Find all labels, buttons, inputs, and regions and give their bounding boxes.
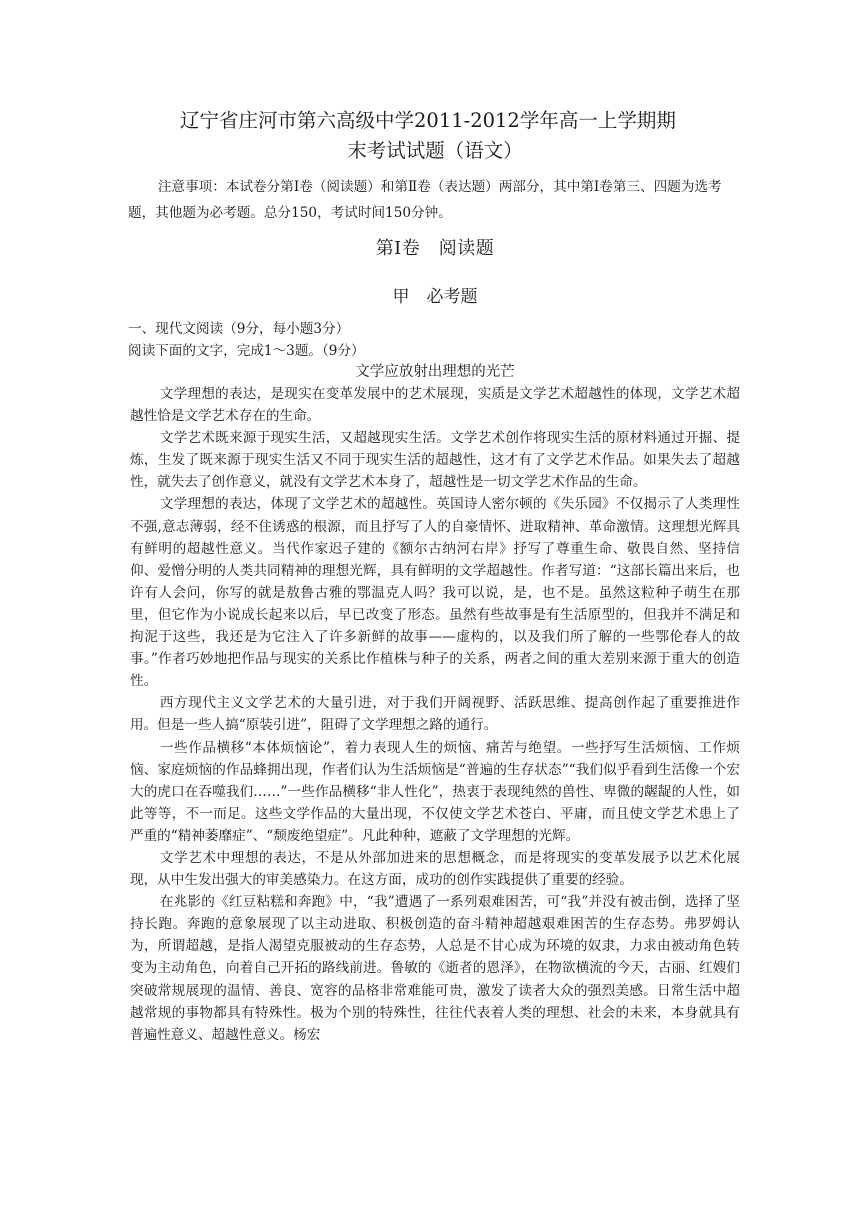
article-body	[130, 383, 740, 1046]
article-paragraph: 在兆影的《红豆粘糕和奔跑》中，“我”遭遇了一系列艰难困苦，可“我”并没有被击倒，选择了坚持长跑。奔跑的意象展现了以主动进取、积极创造的奋斗精神超越艰难困苦的生存态势。弗罗姆认为，所谓超越，是指人渴望克服被动的生存态势，人总是不甘心成为环境的奴隶，力求由被动角色转变为主动角色，向着自己开拓的路线前进。鲁敏的《逝者的恩泽》，在物欲横流的今天，古丽、红嫂们突破常规展现的温情、善良、宽容的品格非常难能可贵，激发了读者大众的强烈美感。日常生活中超越常规的事物都具有特殊性。极为个别的特殊性，往往代表着人类的理想、社会的未来，本身就具有普遍性意义、超越性意义。杨宏	[130, 894, 740, 1043]
article-paragraph: 一些作品横移“本体烦恼论”，着力表现人生的烦恼、痛苦与绝望。一些抒写生活烦恼、工作烦恼、家庭烦恼的作品蜂拥出现，作者们认为生活烦恼是“普遍的生存状态”“我们似乎看到生活像一个宏大的虎口在吞噬我们……”一些作品横移“非人性化”，热衷于表现纯然的兽性、卑微的龌龊的人性，如此等等，不一而足。这些文学作品的大量出现，不仅使文学艺术苍白、平庸，而且使文学艺术患上了严重的“精神萎靡症”、“颓废绝望症”。凡此种种，遮蔽了文学理想的光辉。	[130, 739, 740, 844]
article-paragraph: 文学理想的表达，体现了文学艺术的超越性。英国诗人密尔顿的《失乐园》不仅揭示了人类理性不强,意志薄弱，经不住诱惑的根源，而且抒写了人的自豪情怀、进取精神、革命激情。这理想光辉具有鲜明的超越性意义。当代作家迟子建的《额尔古纳河右岸》抒写了尊重生命、敬畏自然、坚持信仰、爱憎分明的人类共同精神的理想光辉，具有鲜明的文学超越性。作者写道：“这部长篇出来后，也许有人会问，你写的就是敖鲁古雅的鄂温克人吗？我可以说，是，也不是。虽然这粒种子萌生在那里，但它作为小说成长起来以后，早已改变了形态。虽然有些故事是有生活原型的，但我并不满足和拘泥于这些，我还是为它注入了许多新鲜的故事——虚构的，以及我们所了解的一些鄂伦春人的故事。”作者巧妙地把作品与现实的关系比作植株与种子的关系，两者之间的重大差别来源于重大的创造性。	[130, 496, 740, 690]
exam-title-line1: 辽宁省庄河市第六高级中学2011-2012学年高一上学期期	[180, 109, 676, 132]
article-paragraph: 文学理想的表达，是现实在变革发展中的艺术展现，实质是文学艺术超越性的体现，文学艺术超越性恰是文学艺术存在的生命。	[130, 386, 740, 425]
exam-notice: 注意事项：本试卷分第Ⅰ卷（阅读题）和第Ⅱ卷（表达题）两部分，其中第Ⅰ卷第三、四题为选考题，其他题为必考题。总分150，考试时间150分钟。	[128, 179, 722, 221]
article-paragraph: 文学艺术中理想的表达，不是从外部加进来的思想概念，而是将现实的变革发展予以艺术化展现，从中生发出强大的审美感染力。在这方面，成功的创作实践提供了重要的经验。	[130, 849, 740, 889]
article-title: 文学应放射出理想的光芒	[355, 364, 515, 380]
volume-title: 第Ⅰ卷 阅读题	[375, 238, 495, 259]
article-paragraph: 西方现代主义文学艺术的大量引进，对于我们开阔视野、活跃思维、提高创作起了重要推进作用。但是一些人搞“原装引进”，阻碍了文学理想之路的通行。	[130, 695, 740, 734]
section-title: 甲 必考题	[392, 287, 478, 307]
question-heading: 一、现代文阅读（9分，每小题3分）	[128, 321, 350, 337]
article-paragraph: 文学艺术既来源于现实生活，又超越现实生活。文学艺术创作将现实生活的原材料通过开掘、提炼，生发了既来源于现实生活又不同于现实生活的超越性，这才有了文学艺术作品。如果失去了超越性，就失去了创作意义，就没有文学艺术本身了，超越性是一切文学艺术作品的生命。	[130, 430, 740, 491]
question-instruction: 阅读下面的文字，完成1～3题。（9分）	[128, 343, 365, 359]
exam-title-line2: 末考试试题（语文）	[347, 139, 523, 162]
